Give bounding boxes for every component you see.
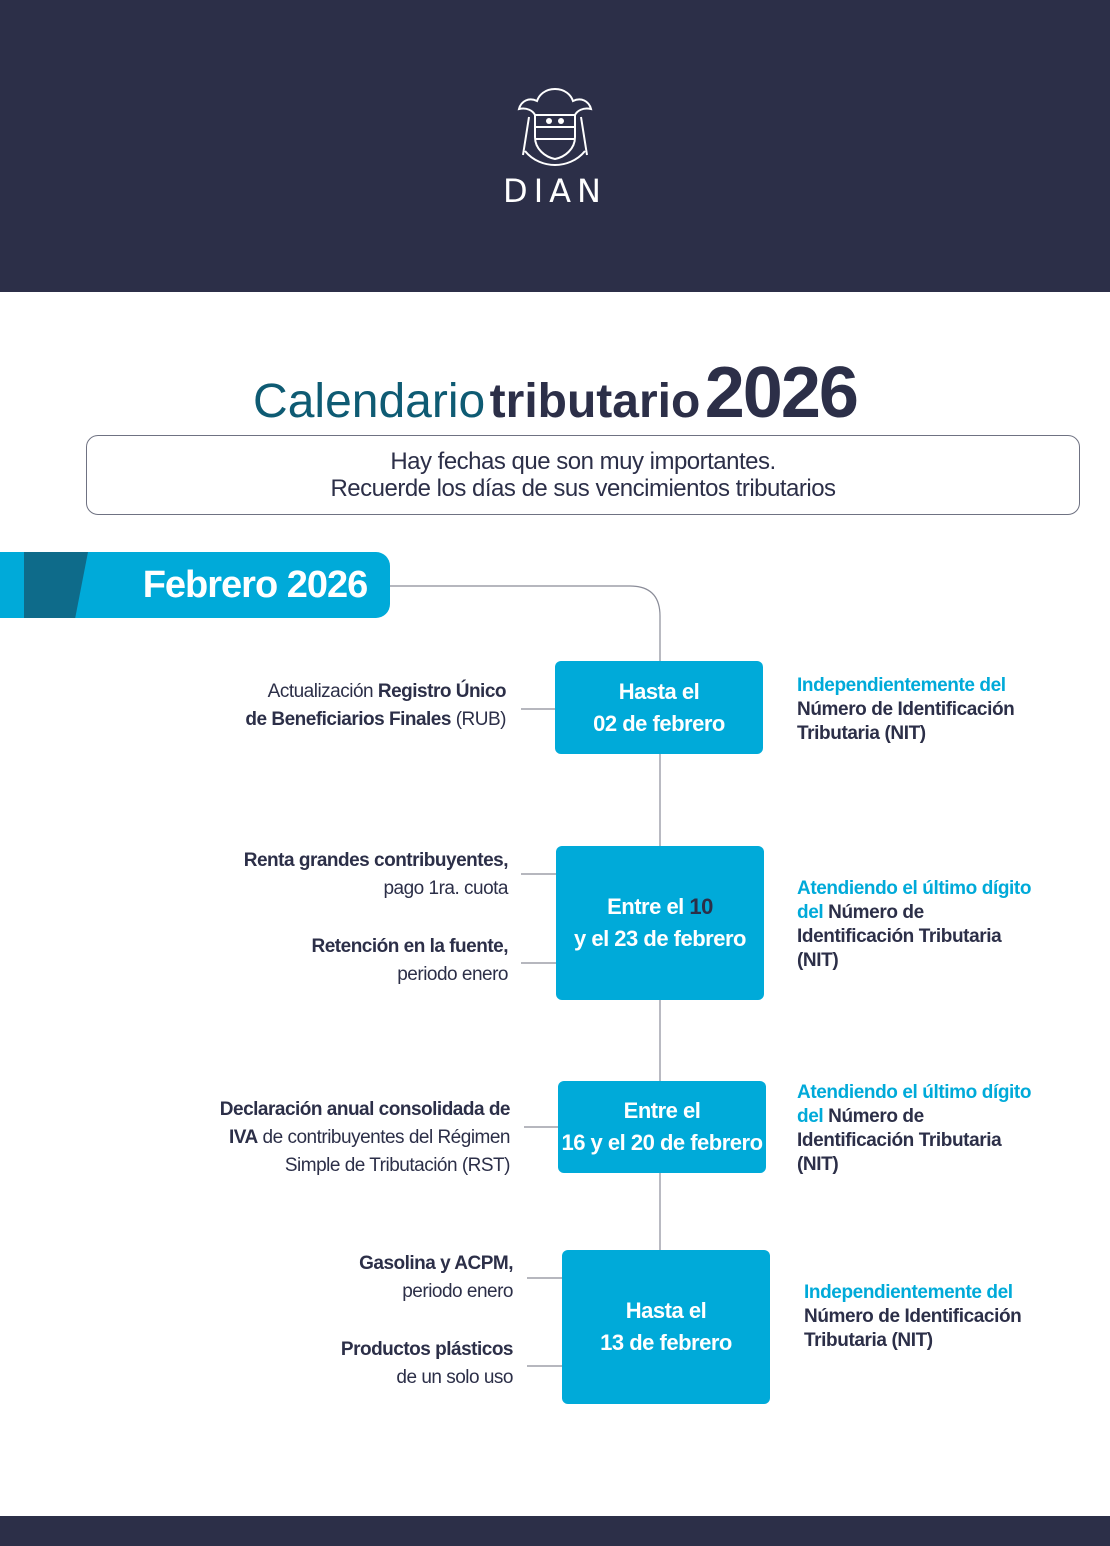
entry-2-note-blue-2: del bbox=[797, 902, 829, 923]
month-label: Febrero 2026 bbox=[142, 564, 368, 606]
entry-3-note-blue-2: del bbox=[797, 1106, 829, 1127]
title-year: 2026 bbox=[704, 353, 857, 433]
title-tributario: tributario bbox=[489, 375, 701, 428]
entry-1-date-box bbox=[555, 661, 763, 754]
entry-4b-text-normal: de un solo uso bbox=[396, 1367, 513, 1388]
entry-4-date-line-1: Hasta el bbox=[625, 1298, 707, 1323]
entry-2a-text-bold: Renta grandes contribuyentes, bbox=[243, 850, 508, 871]
entry-2b-text-normal: periodo enero bbox=[397, 964, 508, 985]
entry-3-note-dark-3: (NIT) bbox=[797, 1154, 839, 1175]
entry-4-date-box bbox=[562, 1250, 770, 1404]
entry-2-date-box bbox=[556, 846, 764, 1000]
entry-4-date-line-2: 13 de febrero bbox=[600, 1330, 732, 1355]
svg-text:DIAN: DIAN bbox=[503, 172, 607, 208]
entry-1-date-line-2: 02 de febrero bbox=[593, 710, 725, 736]
entry-3-text-bold-2: IVA bbox=[229, 1127, 258, 1148]
entry-3-note bbox=[797, 1081, 1057, 1177]
entry-2a-description bbox=[200, 847, 508, 903]
entry-1-date-line-1: Hasta el bbox=[618, 678, 700, 704]
entry-2b-description bbox=[200, 933, 508, 989]
entry-1-text-normal-2: (RUB) bbox=[450, 709, 506, 730]
timeline-connector-top bbox=[390, 586, 660, 662]
entry-3-date-line-2: 16 y el 20 de febrero bbox=[561, 1130, 763, 1155]
entry-3-date-box bbox=[558, 1081, 766, 1173]
entry-1-text-normal: Actualización bbox=[267, 681, 378, 702]
entry-3-text-bold: Declaración anual consolidada de bbox=[219, 1099, 510, 1120]
entry-2-note-dark-2: Identificación Tributaria bbox=[797, 926, 1002, 947]
entry-1-text-bold: Registro Único bbox=[377, 681, 506, 702]
entry-4a-text-normal: periodo enero bbox=[402, 1281, 513, 1302]
entry-3-description bbox=[180, 1096, 510, 1180]
entry-2-note-blue-1: Atendiendo el último dígito bbox=[797, 878, 1032, 899]
entry-3-note-blue-1: Atendiendo el último dígito bbox=[797, 1082, 1032, 1103]
entry-3-note-dark-2: Identificación Tributaria bbox=[797, 1130, 1002, 1151]
entry-2b-text-bold: Retención en la fuente, bbox=[311, 936, 508, 957]
subtitle-line-1: Hay fechas que son muy importantes. bbox=[390, 448, 776, 475]
entry-1-note-dark: Número de Identificación Tributaria (NIT) bbox=[797, 699, 1015, 744]
entry-1-text-bold-2: de Beneficiarios Finales bbox=[245, 709, 451, 730]
entry-2a-text-normal: pago 1ra. cuota bbox=[383, 878, 508, 899]
entry-4-note-dark-2: Tributaria (NIT) bbox=[804, 1330, 933, 1351]
entry-4b-description bbox=[200, 1336, 513, 1392]
entry-1-note bbox=[797, 674, 1057, 746]
entry-4b-text-bold: Productos plásticos bbox=[340, 1339, 513, 1360]
entry-4a-text-bold: Gasolina y ACPM, bbox=[359, 1253, 513, 1274]
entry-2-date-line-2: y el 23 de febrero bbox=[574, 926, 746, 951]
entry-2-date-prefix: Entre el bbox=[607, 894, 690, 919]
entry-2-date-highlight: 10 bbox=[689, 894, 713, 919]
title-calendario: Calendario bbox=[253, 375, 486, 428]
entry-1-description bbox=[200, 678, 506, 734]
entry-3-text-normal-2: Simple de Tributación (RST) bbox=[284, 1155, 510, 1176]
entry-3-note-dark-1: Número de bbox=[828, 1106, 924, 1127]
entry-2-note bbox=[797, 877, 1057, 973]
entry-1-note-blue: Independientemente del bbox=[797, 675, 1006, 696]
entry-4-note-dark-1: Número de Identificación bbox=[804, 1306, 1022, 1327]
entry-3-text-normal: de contribuyentes del Régimen bbox=[257, 1127, 510, 1148]
footer-banner bbox=[0, 1516, 1110, 1546]
entry-4a-description bbox=[200, 1250, 513, 1306]
entry-4-note-blue: Independientemente del bbox=[804, 1282, 1013, 1303]
subtitle-line-2: Recuerde los días de sus vencimientos tributarios bbox=[330, 475, 836, 502]
entry-2-note-dark-3: (NIT) bbox=[797, 950, 839, 971]
entry-4-note bbox=[804, 1281, 1064, 1353]
entry-2-note-dark-1: Número de bbox=[828, 902, 924, 923]
entry-3-date-line-1: Entre el bbox=[623, 1098, 701, 1123]
